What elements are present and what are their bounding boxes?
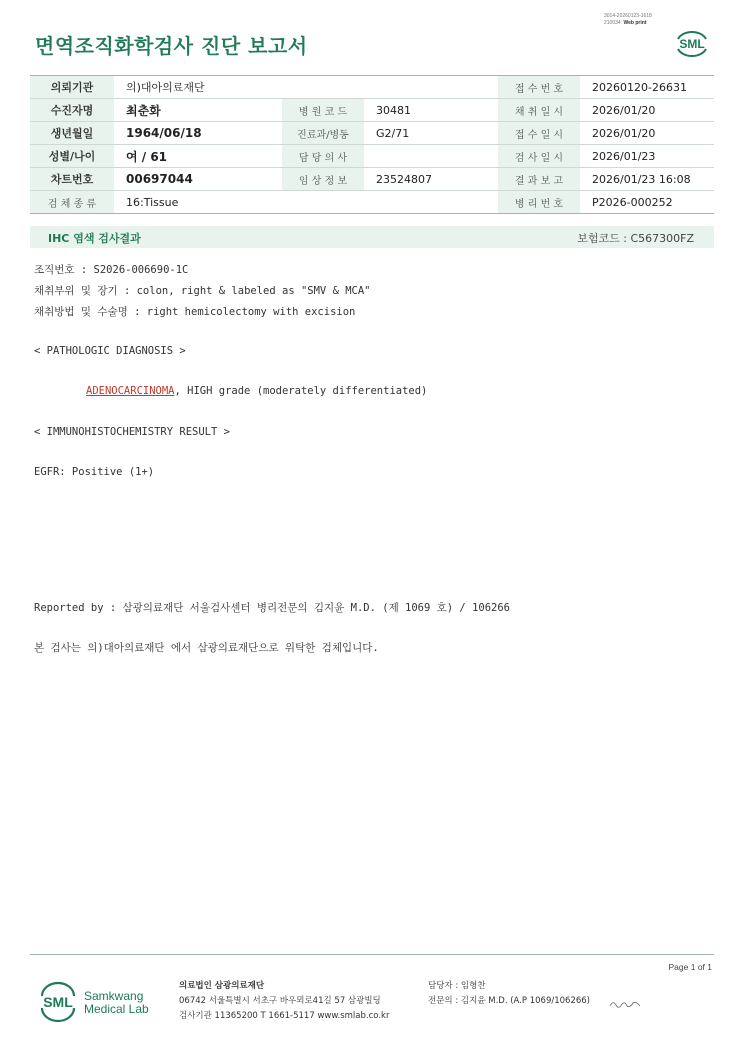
- birth-date: 1964/06/18: [114, 122, 282, 145]
- footer-staff-block: [428, 979, 590, 1009]
- footer-address-block: [179, 979, 389, 1024]
- footer-address: 06742 서울특별시 서초구 바우뫼로41길 57 삼광빌딩: [179, 996, 381, 1006]
- collection-date: 2026/01/20: [580, 99, 714, 122]
- info-row: [30, 168, 714, 191]
- print-meta: [604, 13, 652, 27]
- footer-logo-text: SML: [43, 994, 73, 1010]
- label-patient-name: 수진자명: [30, 99, 114, 122]
- patient-info-table: [30, 75, 714, 214]
- diagnosis-main: ADENOCARCINOMA: [86, 385, 175, 397]
- label-birth-date: 생년월일: [30, 122, 114, 145]
- label-requesting-institution: 의뢰기관: [30, 76, 114, 99]
- brand-line2: Medical Lab: [84, 1002, 149, 1016]
- info-row: [30, 76, 714, 99]
- print-meta-line1: 3014-20260123-1618: [604, 13, 652, 19]
- label-hospital-code: 병 원 코 드: [282, 99, 364, 122]
- department-ward: G2/71: [364, 122, 498, 145]
- label-accession-number: 접 수 번 호: [498, 76, 580, 99]
- diagnosis-detail: , HIGH grade (moderately differentiated): [174, 385, 428, 397]
- label-specimen-type: 검 체 종 류: [30, 191, 114, 214]
- report-date: 2026/01/23 16:08: [580, 168, 714, 191]
- specimen-type: 16:Tissue: [114, 191, 498, 214]
- label-received-date: 접 수 일 시: [498, 122, 580, 145]
- patient-name: 최춘화: [114, 99, 282, 122]
- consignment-note: 본 검사는 의)대아의료재단 에서 삼광의료재단으로 위탁한 검체입니다.: [34, 642, 379, 654]
- pathologic-diagnosis-header: < PATHOLOGIC DIAGNOSIS >: [34, 345, 186, 357]
- pathology-number: P2026-000252: [580, 191, 714, 214]
- egfr-result: EGFR: Positive (1+): [34, 466, 155, 478]
- label-pathology-number: 병 리 번 호: [498, 191, 580, 214]
- info-row: [30, 191, 714, 214]
- clinical-info: 23524807: [364, 168, 498, 191]
- ihc-result-header: < IMMUNOHISTOCHEMISTRY RESULT >: [34, 426, 230, 438]
- received-date: 2026/01/20: [580, 122, 714, 145]
- staff-label: 담당자 :: [428, 981, 459, 991]
- test-date: 2026/01/23: [580, 145, 714, 168]
- chart-number: 00697044: [114, 168, 282, 191]
- footer-brand: [84, 990, 149, 1016]
- reported-by: Reported by : 삼광의료재단 서울검사센터 병리전문의 김지윤 M.D. (제 1069 호) / 106266: [34, 602, 511, 614]
- specialist-label: 전문의 :: [428, 996, 459, 1006]
- physician: [364, 145, 498, 168]
- footer-divider: [30, 954, 714, 955]
- page-number: Page 1 of 1: [668, 962, 712, 972]
- label-clinical-info: 임 상 정 보: [282, 168, 364, 191]
- print-meta-line2: 210034: [604, 20, 621, 26]
- label-collection-date: 채 취 일 시: [498, 99, 580, 122]
- brand-line1: Samkwang: [84, 989, 144, 1003]
- footer-contact: 검사기관 11365200 T 1661-5117 www.smlab.co.kr: [179, 1011, 390, 1021]
- tissue-number: 조직번호 : S2026-006690-1C: [34, 264, 189, 276]
- info-row: [30, 145, 714, 168]
- ihc-section-header: [30, 226, 714, 248]
- collection-site: 채취부위 및 장기 : colon, right & labeled as "SMV & MCA": [34, 285, 371, 297]
- label-department-ward: 진료과/병동: [282, 122, 364, 145]
- footer-sml-logo: [36, 978, 80, 1026]
- sex-age: 여 / 61: [114, 145, 282, 168]
- collection-method: 채취방법 및 수술명 : right hemicolectomy with excision: [34, 306, 356, 318]
- label-report-date: 결 과 보 고: [498, 168, 580, 191]
- info-row: [30, 99, 714, 122]
- label-physician: 담 당 의 사: [282, 145, 364, 168]
- diagnosis-line: [86, 385, 427, 397]
- hospital-code: 30481: [364, 99, 498, 122]
- web-print-label: Web print: [623, 20, 647, 26]
- info-row: [30, 122, 714, 145]
- specialist-name: 김지윤 M.D. (A.P 1069/106266): [460, 996, 590, 1006]
- label-chart-number: 차트번호: [30, 168, 114, 191]
- report-title: 면역조직화학검사 진단 보고서: [35, 34, 308, 58]
- label-sex-age: 성별/나이: [30, 145, 114, 168]
- insurance-code: 보험코드 : C567300FZ: [577, 232, 694, 245]
- staff-name: 임형찬: [460, 981, 486, 991]
- footer-org-name: 의료법인 삼광의료재단: [179, 981, 265, 991]
- ihc-section-title: IHC 염색 검사결과: [48, 232, 141, 245]
- signature-image: [608, 998, 642, 1010]
- accession-number: 20260120-26631: [580, 76, 714, 99]
- sml-logo-text: SML: [679, 37, 705, 51]
- sml-logo: [672, 25, 712, 61]
- label-test-date: 검 사 일 시: [498, 145, 580, 168]
- requesting-institution: 의)대아의료재단: [114, 76, 498, 99]
